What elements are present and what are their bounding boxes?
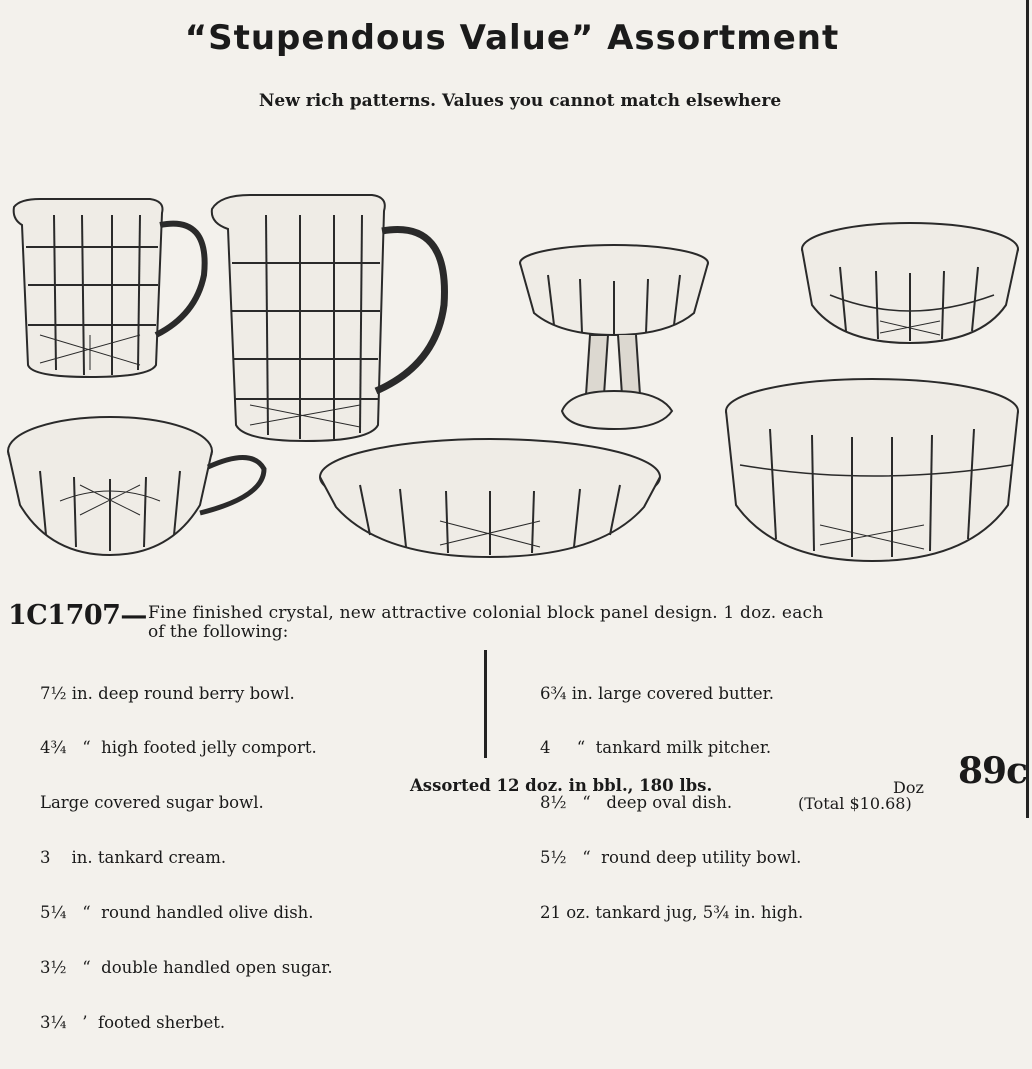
catalog-number-line xyxy=(8,600,147,631)
tankard-milk-pitcher-image xyxy=(212,195,445,441)
price: 89c xyxy=(958,750,1028,792)
item-entry: 6¾ in. large covered butter. xyxy=(540,683,774,703)
item-entry: 8½ “ deep oval dish. xyxy=(540,793,733,813)
price-unit: Doz xyxy=(893,778,924,797)
item-entry: 5½ “ round deep utility bowl. xyxy=(540,848,802,868)
item-entry: 5¼ “ round handled olive dish. xyxy=(40,903,314,923)
round-berry-bowl-image xyxy=(802,223,1018,343)
utility-bowl-image xyxy=(726,379,1018,561)
glassware-illustration xyxy=(0,185,1024,575)
handled-olive-dish-image xyxy=(8,417,264,555)
catalog-number: 1C1707— xyxy=(8,600,147,631)
column-divider xyxy=(484,650,487,758)
page-subtitle: New rich patterns. Values you cannot match elsewhere xyxy=(258,91,782,111)
deep-oval-dish-image xyxy=(320,439,660,557)
item-entry: 3 in. tankard cream. xyxy=(40,848,227,868)
page-title: “Stupendous Value” Assortment xyxy=(184,18,840,58)
item-entry: 3¼ ’ footed sherbet. xyxy=(40,1012,226,1032)
product-description-line1: Fine finished crystal, new attractive colonial block panel design. 1 doz. each xyxy=(148,603,824,623)
item-entry: 4 “ tankard milk pitcher. xyxy=(540,738,772,758)
page-edge-rule xyxy=(1026,0,1029,818)
item-entry: 3½ “ double handled open sugar. xyxy=(40,958,333,978)
total-price: (Total $10.68) xyxy=(798,794,912,813)
items-right-column xyxy=(540,648,803,959)
shipping-info: Assorted 12 doz. in bbl., 180 lbs. xyxy=(410,776,713,795)
item-entry: 4¾ “ high footed jelly comport. xyxy=(40,738,317,758)
item-entry: 21 oz. tankard jug, 5¾ in. high. xyxy=(540,903,804,923)
item-entry: Large covered sugar bowl. xyxy=(40,793,264,813)
items-left-column xyxy=(40,648,333,1069)
product-description-line2: of the following: xyxy=(148,622,289,642)
footed-sherbet-image xyxy=(520,245,708,429)
item-entry: 7½ in. deep round berry bowl. xyxy=(40,683,295,703)
tankard-cream-image xyxy=(14,199,205,377)
